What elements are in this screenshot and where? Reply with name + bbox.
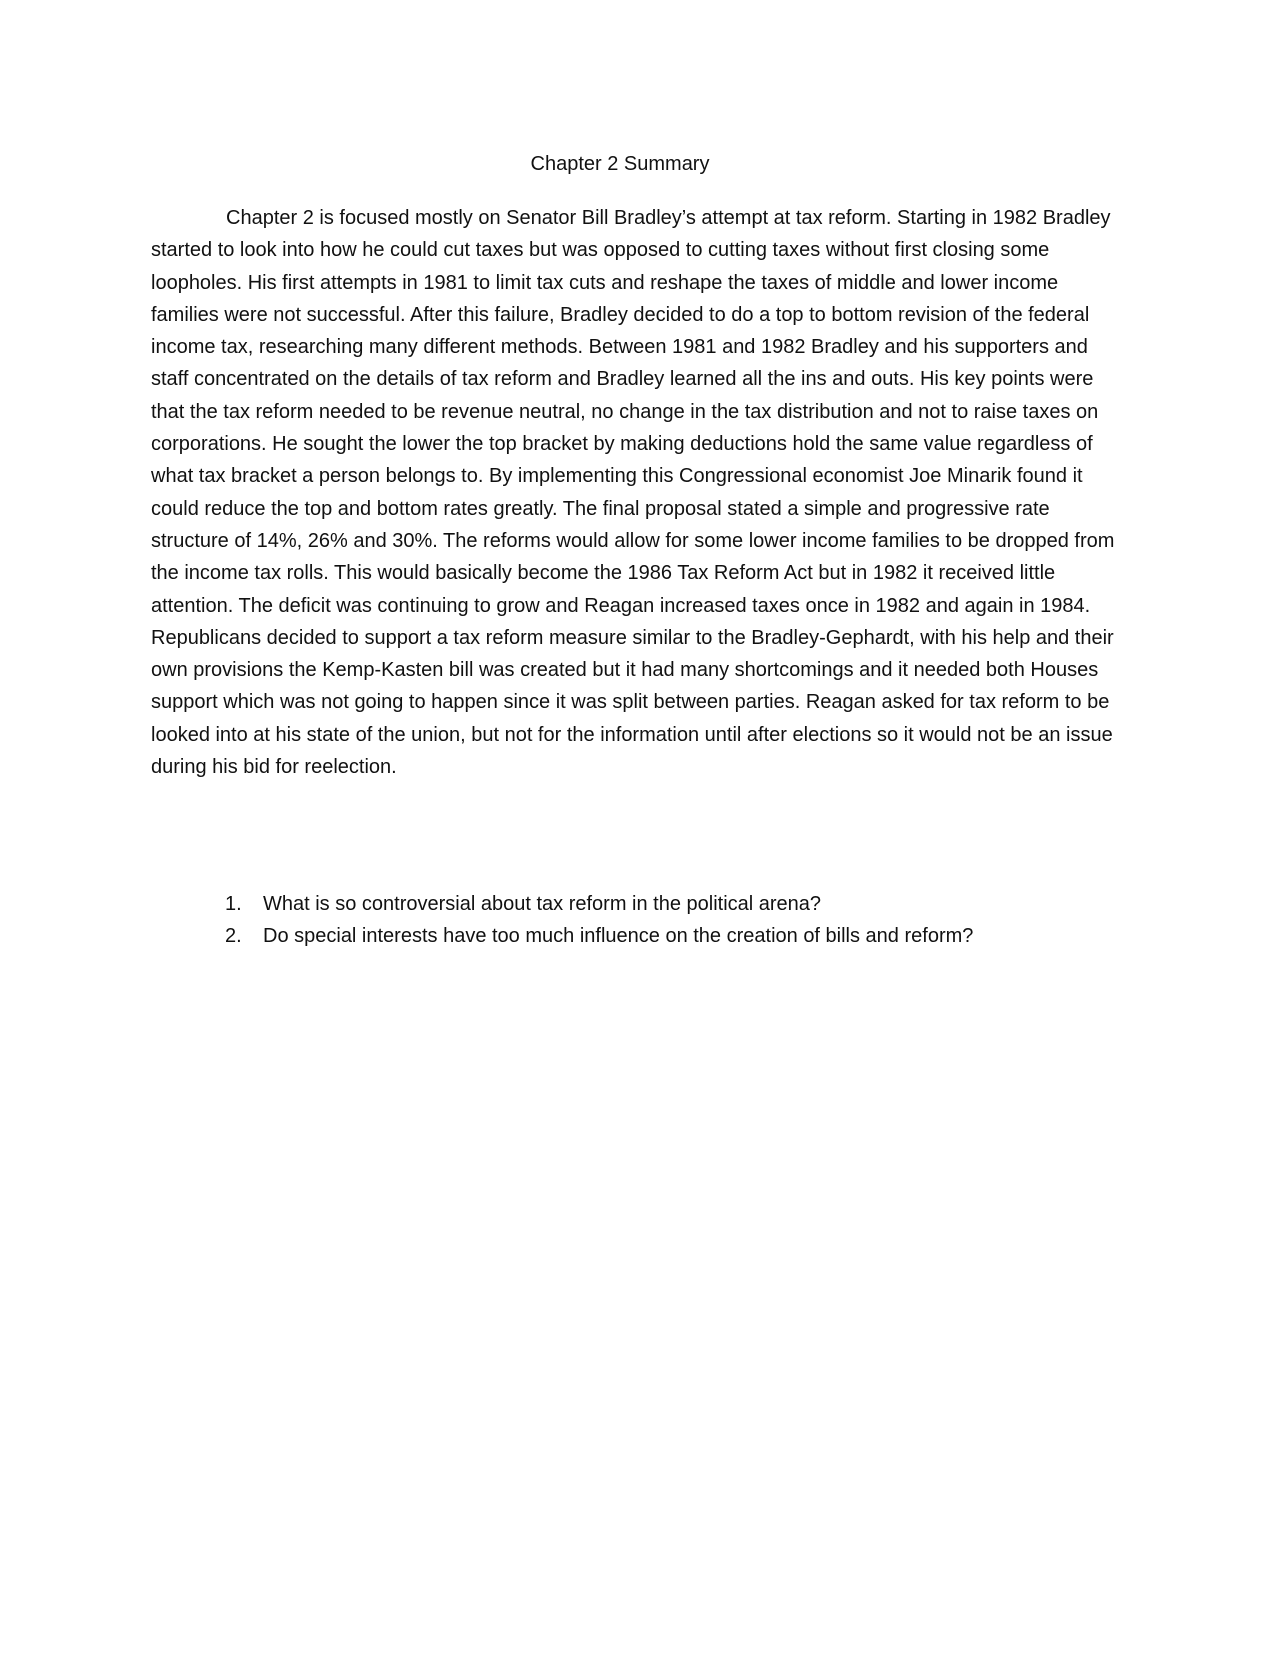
question-text: Do special interests have too much influence on the creation of bills and reform? [263, 925, 974, 947]
question-number: 2. [225, 925, 242, 947]
question-item [225, 888, 1125, 920]
page-title: Chapter 2 Summary [530, 153, 710, 175]
question-number: 1. [225, 893, 242, 915]
question-item [225, 920, 1125, 952]
summary-paragraph: Chapter 2 is focused mostly on Senator Bill Bradley’s attempt at tax reform. Starting in 1982 Bradley started to look into how he could cut taxes but was opposed to cutting taxes without first closing some loopholes. His first attempts in 1981 to limit tax cuts and reshape the taxes of middle and lower income families were not successful. After this failure, Bradley decided to do a top to bottom revision of the federal income tax, researching many different methods. Between 1981 and 1982 Bradley and his supporters and staff concentrated on the details of tax reform and Bradley learned all the ins and outs. His key points were that the tax reform needed to be revenue neutral, no change in the tax distribution and not to raise taxes on corporations. He sought the lower the top bracket by making deductions hold the same value regardless of what tax bracket a person belongs to. By implementing this Congressional economist Joe Minarik found it could reduce the top and bottom rates greatly. The final proposal stated a simple and progressive rate structure of 14%, 26% and 30%. The reforms would allow for some lower income families to be dropped from the income tax rolls. This would basically become the 1986 Tax Reform Act but in 1982 it received little attention. The deficit was continuing to grow and Reagan increased taxes once in 1982 and again in 1984. Republicans decided to support a tax reform measure similar to the Bradley-Gephardt, with his help and their own provisions the Kemp-Kasten bill was created but it had many shortcomings and it needed both Houses support which was not going to happen since it was split between parties. Reagan asked for tax reform to be looked into at his state of the union, but not for the information until after elections so it would not be an issue during his bid for reelection. [151, 207, 1115, 779]
question-list [225, 888, 1125, 952]
question-text: What is so controversial about tax reform in the political arena? [263, 893, 822, 915]
